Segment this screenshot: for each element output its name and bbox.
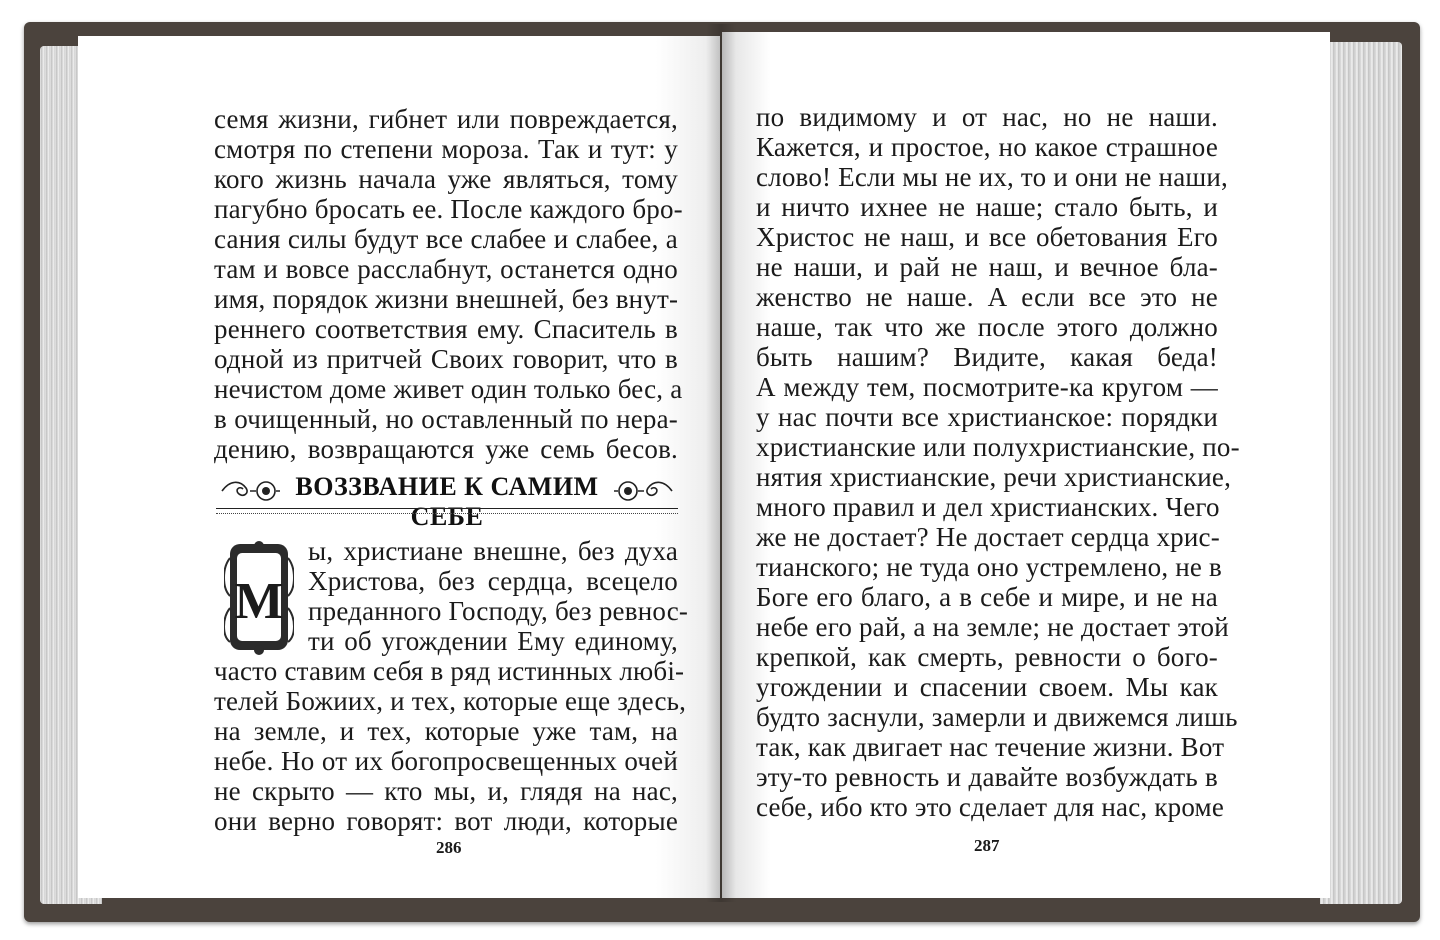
- page-number-left: 286: [436, 838, 462, 857]
- right-text-line: быть нашим? Видите, какая беда!: [756, 342, 1218, 372]
- left-text-line: сания силы будут все слабее и слабее, а: [214, 224, 678, 254]
- right-page-edges: [1320, 42, 1402, 904]
- right-text-line: же не достает? Не достает сердца хрис-: [756, 522, 1220, 552]
- right-text-line: Боге его благо, а в себе и мире, и не на: [756, 582, 1218, 612]
- book-gutter: [706, 24, 736, 902]
- left-text-line: пагубно бросать ее. После каждого бро-: [214, 194, 683, 224]
- right-text-line: тианского; не туда оно устремлено, не в: [756, 552, 1222, 582]
- left-text-line: ы, христиане внешне, без духа: [308, 536, 678, 566]
- right-text-line: слово! Если мы не их, то и они не наши,: [756, 162, 1228, 192]
- left-text-line: на земле, и тех, которые уже там, на: [214, 716, 678, 746]
- right-text-line: угождении и спасении своем. Мы как: [756, 672, 1218, 702]
- page-number-right: 287: [974, 836, 1000, 855]
- right-text-line: по видимому и от нас, но не наши.: [756, 102, 1218, 132]
- right-text-line: женство не наше. А если все это не: [756, 282, 1218, 312]
- left-text-line: дению, возвращаются уже семь бесов.: [214, 434, 678, 464]
- right-text-line: не наши, и рай не наш, и вечное бла-: [756, 252, 1218, 282]
- right-text-line: христианские или полухристианские, по-: [756, 432, 1240, 462]
- left-text-line: телей Божиих, и тех, которые еще здесь,: [214, 686, 687, 716]
- dropcap-frame-icon: [224, 538, 294, 656]
- right-text-line: Кажется, и простое, но какое страшное: [756, 132, 1218, 162]
- left-text-line: в очищенный, но оставленный по нера-: [214, 404, 678, 434]
- right-text-line: много правил и дел христианских. Чего: [756, 492, 1220, 522]
- right-text-line: и ничто ихнее не наше; стало быть, и: [756, 192, 1218, 222]
- left-text-line: кого жизнь начала уже являться, тому: [214, 164, 678, 194]
- left-text-line: часто ставим себя в ряд истинных любi-: [214, 656, 685, 686]
- right-text-line: у нас почти все христианское: порядки: [756, 402, 1218, 432]
- left-text-line: небе. Но от их богопросвещенных очей: [214, 746, 678, 776]
- left-text-line: имя, порядок жизни внешней, без внут-: [214, 284, 679, 314]
- right-text-line: будто заснули, замерли и движемся лишь: [756, 702, 1238, 732]
- heading-rule: [216, 508, 678, 514]
- right-text-line: наше, так что же после этого должно: [756, 312, 1218, 342]
- right-text-line: так, как двигает нас течение жизни. Вот: [756, 732, 1225, 762]
- dropcap-letter: М: [234, 573, 284, 630]
- right-text-line: себе, ибо кто это сделает для нас, кроме: [756, 792, 1225, 822]
- left-text-line: смотря по степени мороза. Так и тут: у: [214, 134, 678, 164]
- left-text-line: преданного Господу, без ревнос-: [308, 596, 689, 626]
- left-text-line: они верно говорят: вот люди, которые: [214, 806, 678, 836]
- dropcap-ornament: [224, 538, 294, 656]
- section-heading-band: [216, 472, 678, 531]
- left-text-line: ти об угождении Ему единому,: [308, 626, 678, 656]
- left-text-line: одной из притчей Своих говорит, что в: [214, 344, 678, 374]
- left-text-line: семя жизни, гибнет или повреждается,: [214, 104, 678, 134]
- right-text-line: крепкой, как смерть, ревности о бого-: [756, 642, 1218, 672]
- section-heading: ВОЗЗВАНИЕ К САМИМ СЕБЕ: [295, 472, 599, 531]
- left-text-line: реннего соответствия ему. Спаситель в: [214, 314, 678, 344]
- right-text-line: небе его рай, а на земле; не достает этой: [756, 612, 1229, 642]
- left-text-line: не скрыто — кто мы, и, глядя на нас,: [214, 776, 678, 806]
- left-text-line: Христова, без сердца, всецело: [308, 566, 678, 596]
- right-text-line: Христос не наш, и все обетования Его: [756, 222, 1218, 252]
- left-text-line: нечистом доме живет один только бес, а: [214, 374, 683, 404]
- right-text-line: А между тем, посмотрите-ка кругом —: [756, 372, 1218, 402]
- right-text-line: эту-то ревность и давайте возбуждать в: [756, 762, 1218, 792]
- flourish-ornament-icon: [612, 476, 674, 506]
- left-text-line: там и вовсе расслабнут, останется одно: [214, 254, 678, 284]
- flourish-ornament-icon: [220, 476, 282, 506]
- right-text-line: нятия христианские, речи христианские,: [756, 462, 1232, 492]
